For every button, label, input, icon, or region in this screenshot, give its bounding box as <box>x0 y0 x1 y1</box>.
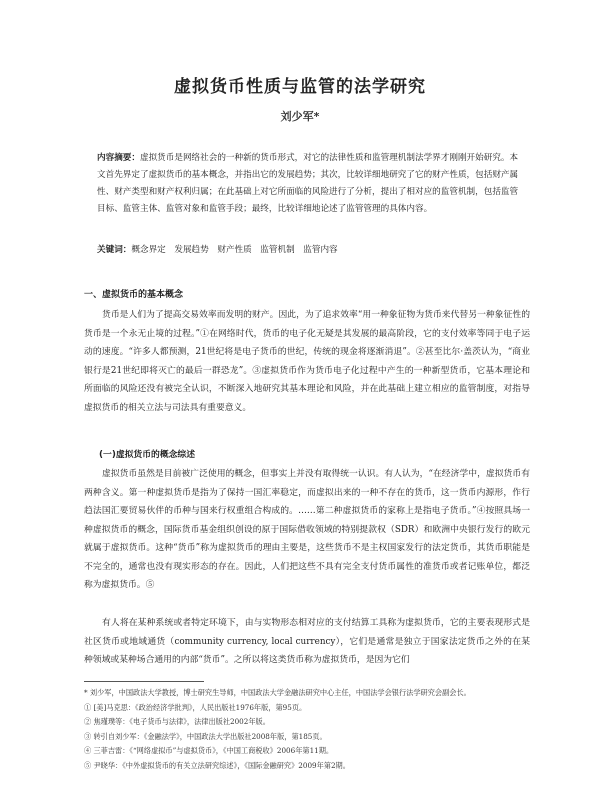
footnote-divider <box>84 681 204 682</box>
footnotes <box>84 686 534 774</box>
body-paragraph-3: 有人将在某种系统或者特定环境下，由与实物形态相对应的支付结算工具称为虚拟货币，它的主要表现形式是社区货币或地域通货（community currency, local currency），它们是通常是独立于国家法定货币之外的在某种领域或某种场合通用的内部“货币”。之所以将这类货币称为虚拟货币，是因为它们 <box>84 618 530 665</box>
article-title: 虚拟货币性质与监管的法学研究 <box>174 77 426 97</box>
footnote: ① [美]马克思：《政治经济学批判》，人民出版社1976年版，第95页。 <box>84 702 307 712</box>
keywords-text: 概念界定 发展趋势 财产性质 监管机制 监管内容 <box>131 245 338 255</box>
footnote: ③ 转引自刘少军：《金融法学》，中国政法大学出版社2008年版，第185页。 <box>84 731 327 741</box>
footnote: * 刘少军，中国政法大学教授，博士研究生导师，中国政法大学金融法研究中心主任，中国法学会银行法学研究会副会长。 <box>84 688 471 697</box>
footnote: ⑤ 尹晓华：《中外虚拟货币的有关立法研究综述》，《国际金融研究》2009年第2期。 <box>84 760 350 770</box>
section-heading: 一、虚拟货币的基本概念 <box>84 290 184 300</box>
keywords <box>97 243 522 257</box>
abstract-text: 虚拟货币是网络社会的一种新的货币形式，对它的法律性质和监管理机制法学界才刚刚开始研究。本文首先界定了虚拟货币的基本概念，并指出它的发展趋势；其次，比较详细地研究了它的财产性质，包括财产属性、财产类型和财产权利归属；在此基础上对它所面临的风险进行了分析，提出了相对应的监管机制，包括监管目标、监管主体、监管对象和监管手段；最终，比较详细地论述了监管管理的具体内容。 <box>97 153 519 214</box>
abstract <box>97 150 522 218</box>
article-author: 刘少军* <box>280 110 320 123</box>
keywords-label: 关键词： <box>97 245 132 255</box>
footnote: ④ 三菲吉雷：《“网络虚拟币”与虚拟货币》，《中国工商税收》2006年第11期。 <box>84 746 334 756</box>
abstract-label: 内容摘要： <box>97 153 140 163</box>
body-paragraph-1: 货币是人们为了提高交易效率而发明的财产。因此，为了追求效率“用一种象征物为货币来代替另一种象征性的货币是一个永无止境的过程。”①在网络时代，货币的电子化无疑是其发展的最高阶段，它的支付效率等同于电子运动的速度。“许多人都预测，21世纪将是电子货币的世纪，传统的现金将逐渐消退”。②甚至比尔·盖茨认为，“商业银行是21世纪即将灭亡的最后一群恐龙”。③虚拟货币作为货币电子化过程中产生的一种新型货币，它基本理论和所面临的风险还没有被完全认识，不断深入地研究其基本理论和风险，并在此基础上建立相应的监管制度，对指导虚拟货币的相关立法与司法具有重要意义。 <box>84 310 530 413</box>
footnote: ② 焦瑾璞等：《电子货币与法律》，法律出版社2002年版。 <box>84 717 270 727</box>
body-paragraph-2: 虚拟货币虽然是目前被广泛使用的概念，但事实上并没有取得统一认识。有人认为，“在经济学中，虚拟货币有两种含义。第一种虚拟货币是指为了保持一国汇率稳定，而虚拟出来的一种不存在的货币，这一货币内源形，作行趋法国汇要贸易伙伴的币种与国来行权重组合构成的。……第二种虚拟货币的家称上是指电子货币。”④按照具场一种虚拟货币的概念，国际货币基金组织创设的原于国际借收领域的特别提款权（SDR）和欧洲中央银行发行的欧元就属于虚拟货币。这种“货币”称为虚拟货币的理由主要是，这些货币不是主权国家发行的法定货币，其货币职能是不完全的，通常也没有现实形态的存在。因此，人们把这些不具有完全支付货币属性的准货币或者记账单位，都泛称为虚拟货币。⑤ <box>84 469 530 590</box>
subsection-heading: (一)虚拟货币的概念综述 <box>99 450 196 460</box>
